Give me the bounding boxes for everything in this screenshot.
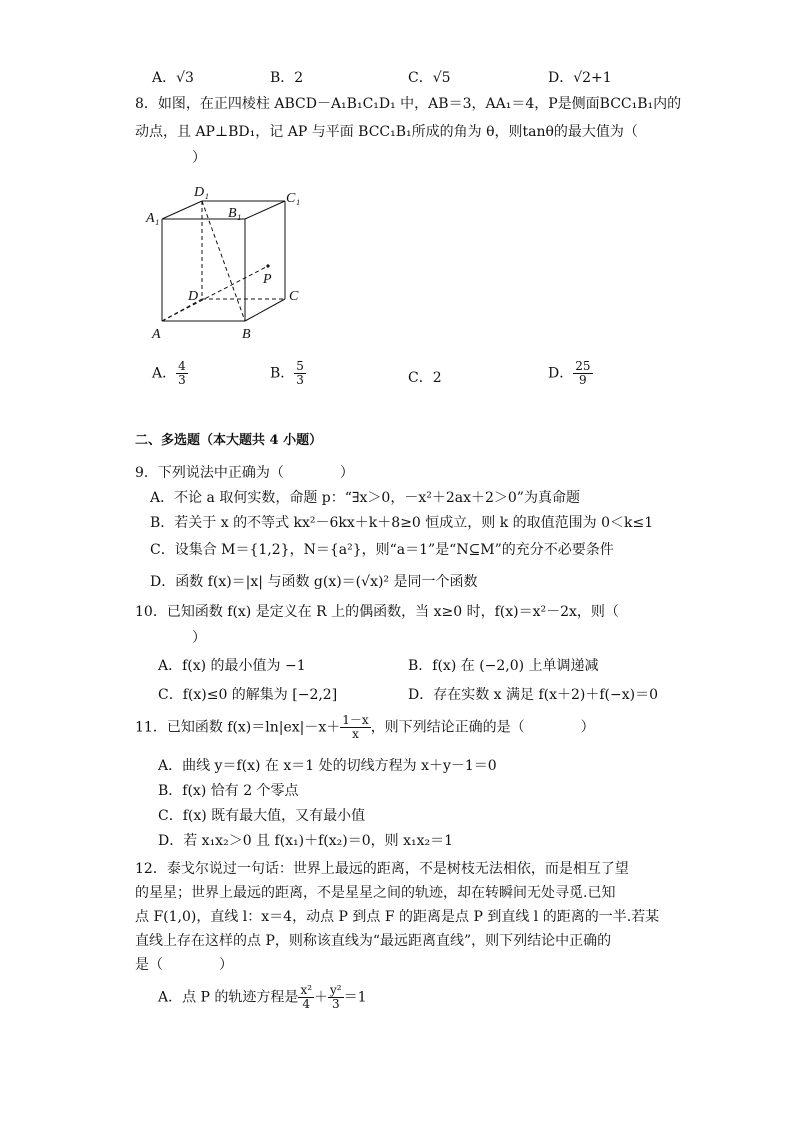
q10-stem: 10．已知函数 f(x) 是定义在 R 上的偶函数，当 x≥0 时，f(x)＝x²－2x，则（ (135, 604, 619, 620)
label-b: B (242, 327, 251, 342)
label-p: P (263, 272, 272, 287)
q10-option-b: B．f(x) 在 (−2,0) 上单调递减 (408, 658, 599, 674)
q8-stem-line2: 动点，且 AP⊥BD₁，记 AP 与平面 BCC₁B₁所成的角为 θ，则tanθ的最大值为（ (135, 124, 638, 140)
q12-option-a: A．点 P 的轨迹方程是 $\frac{\text{x²}}{4}$ ＋ $\frac{\text{y²}}{3}$ ＝1 (158, 983, 367, 1011)
q11-option-a: A．曲线 y＝f(x) 在 x＝1 处的切线方程为 x＋y－1＝0 (158, 758, 497, 774)
prism-figure (140, 182, 315, 347)
q11-stem: 11．已知函数 f(x)＝ln|ex|－x＋ $\frac{1-x}{x}$ ，则下列结论正确的是（ ） (135, 713, 595, 741)
q11-option-c: C．f(x) 既有最大值，又有最小值 (158, 808, 366, 824)
q12-stem-line5: 是（ ） (135, 957, 233, 973)
label-a: A (152, 327, 161, 342)
q8-stem-line3: ） (192, 150, 206, 166)
q8-stem-line1: 8．如图，在正四棱柱 ABCD－A₁B₁C₁D₁ 中，AB＝3，AA₁＝4，P是侧面BCC₁B₁内的 (135, 96, 682, 112)
q9-option-c: C．设集合 M＝{1,2}，N＝{a²}，则“a＝1”是“N⊆M”的充分不必要条件 (150, 542, 614, 558)
q9-option-b: B．若关于 x 的不等式 kx²－6kx＋k＋8≥0 恒成立，则 k 的取值范围为 0＜k≤1 (150, 515, 654, 531)
q7-option-d: D．√2+1 (548, 70, 612, 86)
q7-option-a: A．√3 (152, 70, 194, 86)
q12-stem-line1: 12．泰戈尔说过一句话：世界上最远的距离，不是树枝无法相依，而是相互了望 (135, 861, 629, 877)
section-2-title: 二、多选题（本大题共 4 小题） (135, 433, 323, 448)
label-c: C (289, 289, 299, 304)
q9-stem: 9．下列说法中正确为（ ） (135, 465, 354, 481)
q12-stem-line2: 的星星；世界上最远的距离，不是星星之间的轨迹，却在转瞬间无处寻觅.已知 (135, 885, 616, 901)
label-b1: B₁ (228, 206, 242, 221)
q8-option-a: A． $\frac{4}{3}$ (152, 359, 186, 387)
q11-option-b: B．f(x) 恰有 2 个零点 (158, 783, 299, 799)
q10-option-a: A．f(x) 的最小值为 −1 (158, 658, 306, 674)
q9-option-a: A．不论 a 取何实数，命题 p：“∃x＞0，－x²＋2ax＋2＞0”为真命题 (150, 490, 580, 506)
q8-option-b: B． $\frac{5}{3}$ (270, 359, 304, 387)
q11-option-d: D．若 x₁x₂＞0 且 f(x₁)＋f(x₂)＝0，则 x₁x₂＝1 (158, 833, 454, 849)
point-p-dot (266, 264, 269, 267)
q10-option-c: C．f(x)≤0 的解集为 [−2,2] (158, 687, 338, 703)
label-a1: A₁ (146, 211, 160, 226)
q9-option-d: D．函数 f(x)＝|x| 与函数 g(x)＝(√x)² 是同一个函数 (150, 574, 478, 590)
q12-stem-line4: 直线上存在这样的点 P，则称该直线为“最远距离直线”，则下列结论中正确的 (135, 933, 612, 949)
label-d1: D₁ (194, 185, 209, 200)
q7-option-c: C．√5 (408, 70, 451, 86)
q8-option-d: D． $\frac{25}{9}$ (548, 359, 591, 387)
q12-stem-line3: 点 F(1,0)，直线 l：x＝4，动点 P 到点 F 的距离是点 P 到直线 l 的距离的一半.若某 (135, 909, 660, 925)
q7-option-b: B．2 (270, 70, 304, 86)
label-c1: C₁ (286, 191, 301, 206)
q8-option-c: C．2 (408, 370, 442, 386)
q10-option-d: D．存在实数 x 满足 f(x＋2)＋f(−x)＝0 (408, 687, 659, 703)
label-d: D (188, 289, 199, 304)
q10-stem-close: ） (192, 630, 206, 646)
